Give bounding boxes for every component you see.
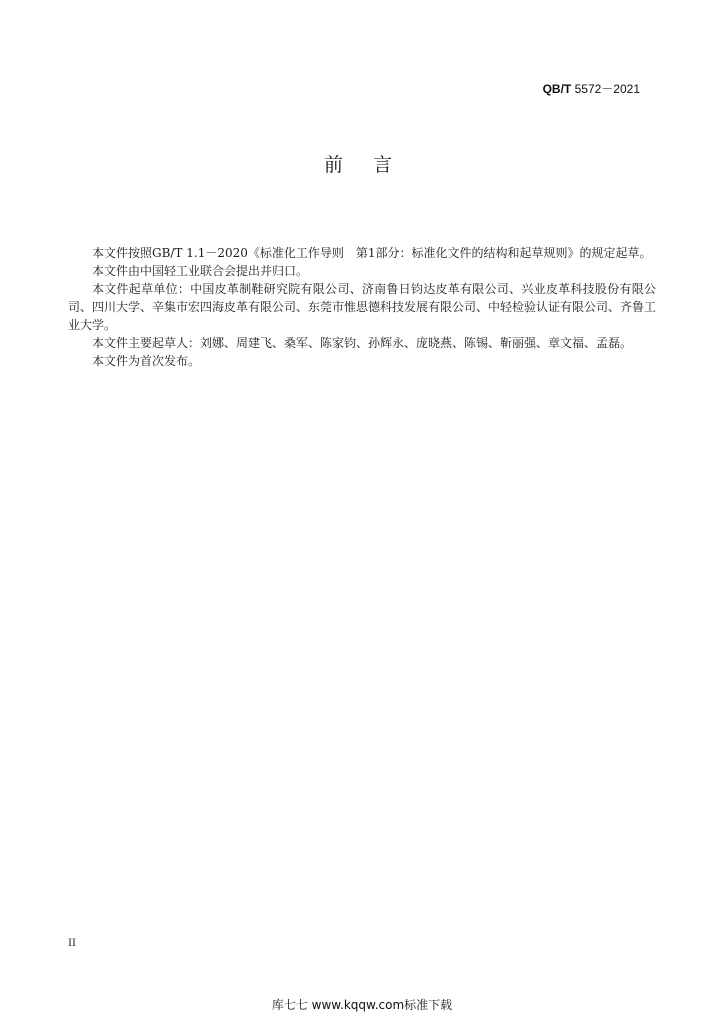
- footer-watermark: 库七七 www.kqqw.com标准下载: [271, 998, 453, 1012]
- page-title: 前言: [323, 154, 422, 176]
- paragraph-proposer: 本文件由中国轻工业联合会提出并归口。: [92, 264, 309, 278]
- foreword-body: [68, 244, 656, 370]
- paragraph-first-release: 本文件为首次发布。: [92, 354, 201, 368]
- paragraph-drafting-rules: 本文件按照GB/T 1.1－2020《标准化工作导则 第1部分：标准化文件的结构和起草规则》的规定起草。: [92, 246, 652, 260]
- standard-code: 5572－2021: [571, 82, 640, 96]
- standard-number: [543, 80, 640, 97]
- paragraph-drafting-units: 本文件起草单位：中国皮革制鞋研究院有限公司、济南鲁日钧达皮革有限公司、兴业皮革科技股份有限公司、四川大学、辛集市宏四海皮革有限公司、东莞市惟思德科技发展有限公司、中轻检验认证有限公司、齐鲁工业大学。: [68, 282, 657, 332]
- page-number: II: [68, 935, 76, 949]
- paragraph-drafters: 本文件主要起草人：刘娜、周建飞、桑军、陈家钧、孙辉永、庞晓燕、陈锡、靳丽强、章文福、孟磊。: [92, 336, 633, 350]
- standard-prefix: QB/T: [542, 82, 572, 96]
